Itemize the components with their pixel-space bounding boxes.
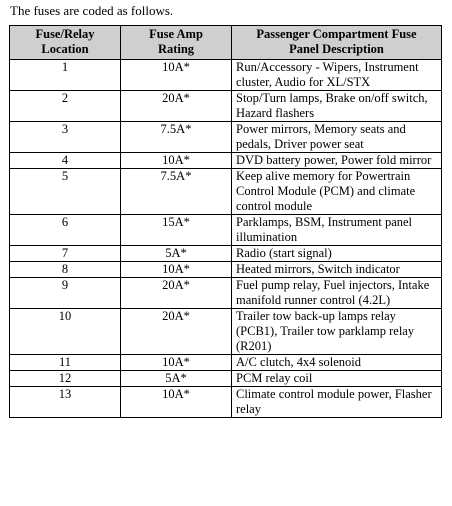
table-row (10, 262, 442, 278)
fuse-amp: 5A* (121, 371, 232, 387)
header-location (10, 26, 121, 60)
fuse-location: 9 (10, 278, 121, 309)
fuse-location: 6 (10, 215, 121, 246)
fuse-description: PCM relay coil (232, 371, 442, 387)
table-row (10, 371, 442, 387)
fuse-description: Radio (start signal) (232, 246, 442, 262)
table-header-row (10, 26, 442, 60)
table-row (10, 153, 442, 169)
header-amp-line2: Rating (157, 42, 195, 56)
fuse-location: 2 (10, 91, 121, 122)
fuse-amp: 10A* (121, 387, 232, 418)
header-amp-line1: Fuse Amp (149, 27, 203, 41)
table-row (10, 169, 442, 215)
fuse-location: 13 (10, 387, 121, 418)
fuse-amp: 10A* (121, 355, 232, 371)
fuse-amp: 20A* (121, 91, 232, 122)
header-description-line2: Panel Description (289, 42, 384, 56)
header-location-line1: Fuse/Relay (35, 27, 95, 41)
table-row (10, 60, 442, 91)
fuse-amp: 7.5A* (121, 122, 232, 153)
fuse-description: Keep alive memory for Powertrain Control Module (PCM) and climate control module (232, 169, 442, 215)
fuse-description: Parklamps, BSM, Instrument panel illumination (232, 215, 442, 246)
header-amp-rating (121, 26, 232, 60)
fuse-location: 11 (10, 355, 121, 371)
fuse-location: 1 (10, 60, 121, 91)
fuse-description: Heated mirrors, Switch indicator (232, 262, 442, 278)
fuse-description: A/C clutch, 4x4 solenoid (232, 355, 442, 371)
table-row (10, 215, 442, 246)
fuse-location: 4 (10, 153, 121, 169)
table-row (10, 355, 442, 371)
fuse-location: 7 (10, 246, 121, 262)
header-description-line1: Passenger Compartment Fuse (256, 27, 417, 41)
fuse-description: Fuel pump relay, Fuel injectors, Intake manifold runner control (4.2L) (232, 278, 442, 309)
fuse-amp: 5A* (121, 246, 232, 262)
fuse-table (9, 25, 442, 418)
fuse-location: 12 (10, 371, 121, 387)
table-row (10, 387, 442, 418)
fuse-location: 10 (10, 309, 121, 355)
fuse-description: Power mirrors, Memory seats and pedals, Driver power seat (232, 122, 442, 153)
fuse-amp: 10A* (121, 262, 232, 278)
fuse-amp: 20A* (121, 278, 232, 309)
fuse-amp: 15A* (121, 215, 232, 246)
fuse-description: DVD battery power, Power fold mirror (232, 153, 442, 169)
header-location-line2: Location (41, 42, 89, 56)
fuse-location: 3 (10, 122, 121, 153)
table-row (10, 91, 442, 122)
fuse-location: 8 (10, 262, 121, 278)
fuse-description: Run/Accessory - Wipers, Instrument cluster, Audio for XL/STX (232, 60, 442, 91)
table-row (10, 309, 442, 355)
fuse-amp: 10A* (121, 60, 232, 91)
fuse-amp: 20A* (121, 309, 232, 355)
fuse-amp: 10A* (121, 153, 232, 169)
fuse-description: Stop/Turn lamps, Brake on/off switch, Hazard flashers (232, 91, 442, 122)
header-description (232, 26, 442, 60)
table-row (10, 278, 442, 309)
fuse-amp: 7.5A* (121, 169, 232, 215)
fuse-location: 5 (10, 169, 121, 215)
fuse-description: Climate control module power, Flasher relay (232, 387, 442, 418)
fuse-description: Trailer tow back-up lamps relay (PCB1), Trailer tow parklamp relay (R201) (232, 309, 442, 355)
intro-text: The fuses are coded as follows. (10, 3, 174, 18)
table-row (10, 122, 442, 153)
table-row (10, 246, 442, 262)
